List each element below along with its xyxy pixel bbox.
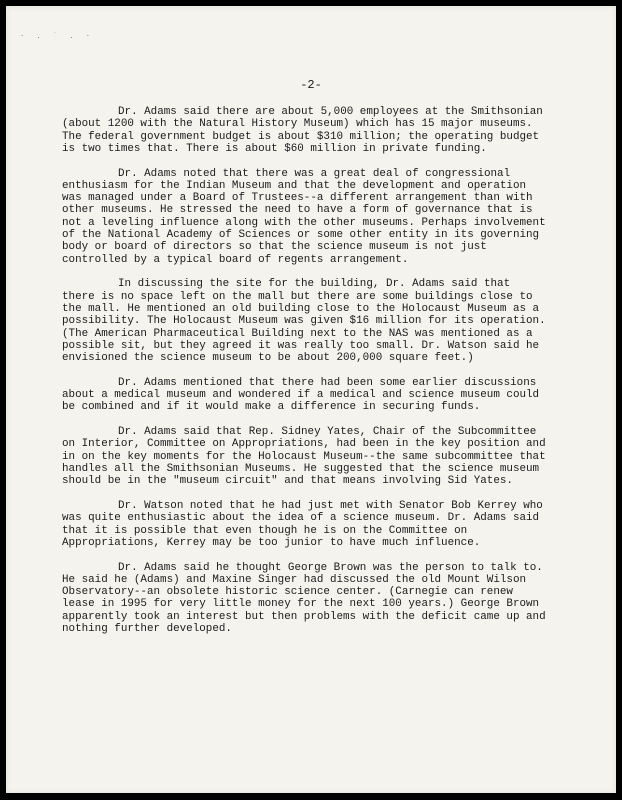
document-page [6, 6, 616, 793]
paragraph-yates: Dr. Adams said that Rep. Sidney Yates, Chair of the Subcommittee on Interior, Committee on Appropriations, had been in the key position and in on the key moments for the Holocaust Museum--the same subcommittee that handles all the Smithsonian Museums. He suggested that the science museum should be in the "museum circuit" and that means involving Sid Yates. [62, 426, 546, 488]
paragraph-governance: Dr. Adams noted that there was a great deal of congressional enthusiasm for the Indian Museum and that the development and operation was managed under a Board of Trustees--a different arrangement than with other museums. He stressed the need to have a form of governance that is not a leveling influence along with the other museums. Perhaps involvement of the National Academy of Sciences or some other entity in its governing body or board of directors so that the science museum is not just controlled by a typical board of regents arrangement. [62, 167, 546, 266]
scan-marks: · . ˙ . · [20, 32, 94, 40]
paragraph-site: In discussing the site for the building, Dr. Adams said that there is no space left on the mall but there are some buildings close to the mall. He mentioned an old building close to the Holocaust Museum as a possibility. The Holocaust Museum was given $16 million for its operation. (The American Pharmaceutical Building next to the NAS was mentioned as a possible sit, but they agreed it was really too small. Dr. Watson said he envisioned the science museum to be about 200,000 square feet.) [62, 278, 546, 365]
paragraph-george-brown: Dr. Adams said he thought George Brown was the person to talk to. He said he (Adams) and Maxine Singer had discussed the old Mount Wilson Observatory--an obsolete historic science center. (Carnegie can renew lease in 1995 for very little money for the next 100 years.) George Brown apparently took an interest but then problems with the deficit came up and nothing further developed. [62, 561, 546, 636]
page-number: -2- [300, 78, 322, 92]
paragraph-kerrey: Dr. Watson noted that he had just met with Senator Bob Kerrey who was quite enthusiastic about the idea of a science museum. Dr. Adams said that it is possible that even though he is on the Committee on Appropriations, Kerrey may be too junior to have much influence. [62, 499, 543, 549]
paragraph-employees-budget: Dr. Adams said there are about 5,000 employees at the Smithsonian (about 1200 with the Natural History Museum) which has 15 major museums. The federal government budget is about $310 million; the operating budget is two times that. There is about $60 million in private funding. [62, 106, 543, 155]
paragraph-medical-museum: Dr. Adams mentioned that there had been some earlier discussions about a medical museum and wondered if a medical and science museum could be combined and if it would make a difference in securing funds. [62, 376, 540, 414]
document-body [62, 106, 548, 648]
